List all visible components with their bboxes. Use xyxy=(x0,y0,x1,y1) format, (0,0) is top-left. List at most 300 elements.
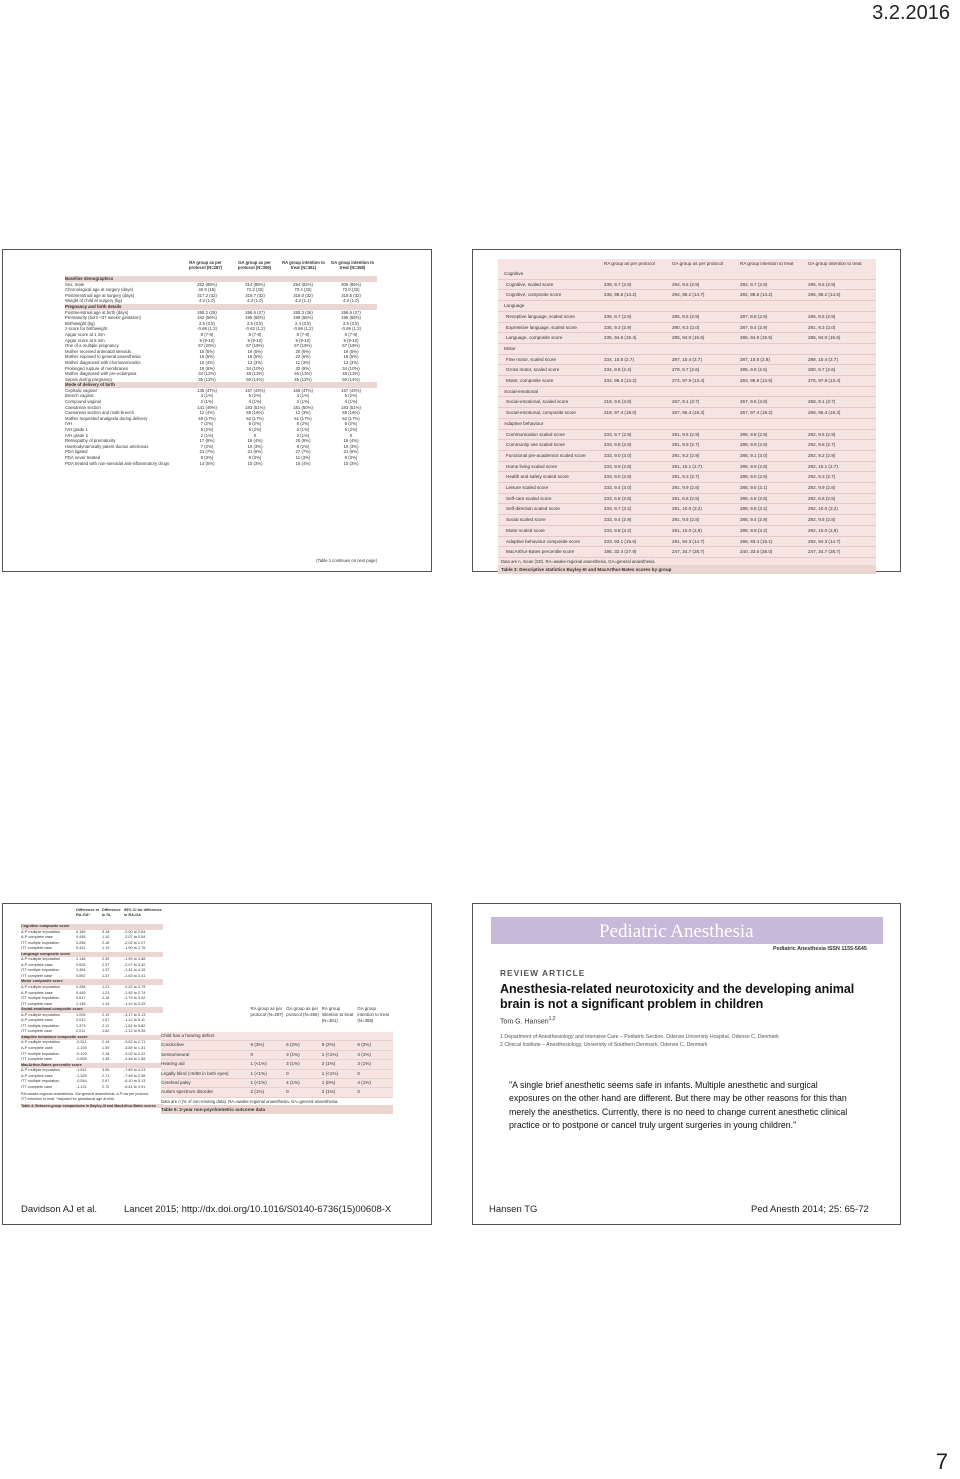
table-cell: 6 (2%) xyxy=(344,421,358,427)
table-cell: 67 (19%) xyxy=(294,343,312,349)
row-label: A-P multiple imputation xyxy=(21,1040,60,1045)
row-label: IVH grade 1 xyxy=(65,427,88,433)
section-row xyxy=(498,301,876,312)
table-row xyxy=(498,494,876,505)
table-cell: 40.9 (15) xyxy=(198,287,216,293)
table-cell: 67 (19%) xyxy=(246,343,264,349)
table-cell: 12 (3%) xyxy=(247,359,263,365)
row-label: A-P complete case xyxy=(21,990,53,995)
table-cell: 2.4 (0.8) xyxy=(294,320,311,326)
table-cell xyxy=(322,1032,358,1040)
row-label: Social-emotional composite score xyxy=(21,1007,83,1012)
table-cell: -3.17 to 5.13 xyxy=(124,1012,146,1017)
table-cell: 72.2 (32) xyxy=(246,287,264,293)
table-cell: -0.102 xyxy=(76,1051,87,1056)
table-cell: -2.00 to 2.64 xyxy=(124,929,146,934)
table-cell: 2.71 xyxy=(102,1073,110,1078)
row-label: Community use scaled score xyxy=(506,442,565,448)
table-cell: 247, 34.7 (28.7) xyxy=(672,549,705,555)
row-label: Adaptive behaviour composite score xyxy=(506,538,581,544)
table-cell: 314 (88%) xyxy=(245,281,265,287)
table-cell: 291, 10.0 (3.2) xyxy=(672,506,702,512)
table-row xyxy=(498,537,876,548)
table-cell: 19 (5%) xyxy=(343,348,359,354)
table-cell: 288, 9.8 (2.9) xyxy=(740,431,768,437)
table-cell: 1.373 xyxy=(76,1023,86,1028)
table-cell xyxy=(357,1032,393,1040)
table-cell: 288, 10.4 (2.7) xyxy=(808,356,838,362)
table-row xyxy=(498,430,876,441)
table-cell: 9 (3%) xyxy=(250,1042,265,1048)
table-cell: 195, 32.4 (27.9) xyxy=(604,549,637,555)
table-cell: 10 (3%) xyxy=(247,443,263,449)
table-cell: 292, 10.0 (3.2) xyxy=(808,506,838,512)
row-label: Mother requested analgesia during delivery xyxy=(65,415,148,421)
table-cell: 169 (47%) xyxy=(293,387,313,393)
table-cell: -1.92 to 2.74 xyxy=(124,990,146,995)
table-cell: 2.5 (0.8) xyxy=(198,320,215,326)
table-cell: 0.449 xyxy=(76,990,86,995)
table-cell: 235, 9.3 (2.9) xyxy=(604,324,632,330)
table-cell: 58 (16%) xyxy=(342,410,360,416)
table-cell: 233, 9.9 (2.8) xyxy=(604,463,632,469)
section-row xyxy=(498,419,876,430)
table-cell: 9 (9-10) xyxy=(247,337,263,343)
table-cell: 291, 10.1 (2.7) xyxy=(672,463,702,469)
row-label: ITT multiple imputation xyxy=(21,996,60,1001)
table-cell: -1.12 to 5.26 xyxy=(124,1029,146,1034)
row-label: ITT complete case xyxy=(21,946,53,951)
table-cell: 294 (82%) xyxy=(293,281,313,287)
table-cell: 234, 8.8 (2.4) xyxy=(604,367,632,373)
table-cell: 288, 6.8 (2.6) xyxy=(740,495,768,501)
table-cell: 291, 94.3 (14.7) xyxy=(672,538,705,544)
table-cell xyxy=(602,301,670,311)
table-cell: 252 (88%) xyxy=(197,281,217,287)
row-label: Weight of child at surgery (kg) xyxy=(65,298,122,304)
table-cell: 283, 98.9 (13.5) xyxy=(740,378,773,384)
row-label: Mother exposed to general anaesthesia xyxy=(65,354,141,360)
table-cell: 3 (1%) xyxy=(357,1061,371,1067)
table-cell xyxy=(806,269,874,279)
table-cell xyxy=(738,344,806,354)
table-cell: 2.18 xyxy=(102,940,110,945)
row-label: ITT complete case xyxy=(21,1001,53,1006)
citation-reference: Ped Anesth 2014; 25: 65-72 xyxy=(751,1204,869,1215)
table-cell: 285, 8.9 (2.5) xyxy=(740,367,768,373)
table-cell: 4 (1%) xyxy=(286,1080,300,1086)
table-row xyxy=(498,397,876,408)
table-cell: 306 (86%) xyxy=(341,281,361,287)
table-cell: 50 (14%) xyxy=(246,376,264,382)
table-cell: 8 (7-9) xyxy=(248,331,262,337)
table-cell: 12 (3%) xyxy=(295,410,311,416)
table-cell: 291, 9.9 (2.7) xyxy=(672,442,700,448)
affiliations xyxy=(500,1033,779,1049)
table-cell xyxy=(738,419,806,429)
table-cell: 8 (7-9) xyxy=(344,331,358,337)
table-cell: -0.68 (1.3) xyxy=(197,326,217,332)
table-cell: -3.02 to 2.22 xyxy=(124,1051,146,1056)
row-label: Breech vaginal xyxy=(65,393,94,399)
table-cell: 291, 9.5 (2.8) xyxy=(672,517,700,523)
table-cell: 291, 6.6 (2.5) xyxy=(672,495,700,501)
table-cell: 2.14 xyxy=(102,1040,110,1045)
table-cell: 292, 10.0 (2.9) xyxy=(808,527,838,533)
table-cell: 62 (17%) xyxy=(246,415,264,421)
table-cell: 2 (1%) xyxy=(296,432,310,438)
non-psychometric-table xyxy=(161,1006,393,1146)
row-label: Cognitive, composite score xyxy=(506,292,562,298)
table-row xyxy=(498,365,876,376)
row-label: Fine motor, scaled score xyxy=(506,356,557,362)
table-cell: 292, 9.7 (2.8) xyxy=(740,281,768,287)
row-label: Social-emotional xyxy=(504,388,538,394)
table-cell: 1.38 xyxy=(102,1057,110,1062)
row-label: ITT complete case xyxy=(21,973,53,978)
table-cell: 0.892 xyxy=(76,973,86,978)
table-row xyxy=(161,1088,393,1097)
table-cell: -1.611 xyxy=(76,1068,87,1073)
column-header: GA group intention to treat (N=358) xyxy=(330,260,375,270)
table-cell: 18 (5%) xyxy=(247,354,263,360)
table-row xyxy=(161,1051,393,1060)
row-label: Mother received antenatal steroids xyxy=(65,348,131,354)
row-label: z-score for birthweight xyxy=(65,326,108,332)
table-cell: 1 (<1%) xyxy=(321,1051,338,1057)
column-header: 95% CI for difference in RA-GA xyxy=(124,908,162,917)
row-label: IVH xyxy=(65,421,73,427)
row-label: Expressive language, scaled score xyxy=(506,324,577,330)
row-label: Sensorineural xyxy=(161,1051,190,1057)
table-row xyxy=(498,515,876,526)
table-cell: 1 (<1%) xyxy=(250,1061,267,1067)
column-header: GA group as per protocol (N=356) xyxy=(237,260,272,270)
row-label: Cognitive, scaled score xyxy=(506,281,554,287)
table-cell: 233, 9.4 (2.9) xyxy=(604,517,632,523)
table-cell: 266.6 (27) xyxy=(245,309,265,315)
table-cell: 62 (17%) xyxy=(342,415,360,421)
table-cell: 292, 98.6 (14.2) xyxy=(740,292,773,298)
table-cell: 292, 10.1 (2.7) xyxy=(808,463,838,469)
table-row xyxy=(21,1085,163,1091)
table-cell: 233, 9.8 (3.2) xyxy=(604,527,632,533)
table-cell: 67 (19%) xyxy=(342,343,360,349)
table-cell: 1.23 xyxy=(102,990,110,995)
table-cell: 319.7 (32) xyxy=(245,292,265,298)
row-label: Conductive xyxy=(161,1042,184,1048)
table-cell: 294, 9.6 (2.9) xyxy=(672,281,700,287)
row-label: A-P complete case xyxy=(21,962,53,967)
row-label: A-P complete case xyxy=(21,1018,53,1023)
table-cell xyxy=(602,387,670,397)
table-cell: 291, 10.0 (2.9) xyxy=(672,527,702,533)
table-cell: 9 (9-10) xyxy=(199,337,215,343)
table-cell: 45 (12%) xyxy=(294,376,312,382)
table-cell: 3 (1%) xyxy=(286,1061,300,1067)
table-cell: 57 (20%) xyxy=(198,343,216,349)
table-cell: 292, 9.2 (2.9) xyxy=(808,452,836,458)
table-header xyxy=(161,1006,393,1032)
column-header: GA group as per protocol (N=356) xyxy=(286,1006,319,1017)
table-cell: 17 (6%) xyxy=(199,438,215,444)
table-cell: 7 (2%) xyxy=(200,421,214,427)
table-row xyxy=(498,504,876,515)
table-cell: 18 (5%) xyxy=(343,354,359,360)
table-row xyxy=(498,408,876,419)
table-row xyxy=(498,440,876,451)
table-cell: -1.90 to 2.76 xyxy=(124,946,146,951)
table-cell: 16 (4%) xyxy=(343,438,359,444)
column-header: RA group as per protocol xyxy=(604,261,655,266)
table-cell: 218, 97.4 (19.0) xyxy=(604,410,637,416)
table-cell: -1.121 xyxy=(76,1084,87,1089)
row-label: ITT complete case xyxy=(21,1029,53,1034)
table-cell: 1.10 xyxy=(102,935,110,940)
table-cell: 4 (1%) xyxy=(200,393,214,399)
table-cell: 294, 98.2 (14.7) xyxy=(672,292,705,298)
row-label: Cerebral palsy xyxy=(161,1080,191,1086)
table-cell: 70.4 (32) xyxy=(294,287,312,293)
journal-issn: Pediatric Anesthesia ISSN 1155-5645 xyxy=(773,946,867,952)
table-cell: 2.97 xyxy=(102,1079,110,1084)
table-cell: -0.69 (1.3) xyxy=(341,326,361,332)
table-cell: 291, 9.6 (2.9) xyxy=(672,431,700,437)
table-cell: 233, 6.8 (2.6) xyxy=(604,495,632,501)
slide-table-1 xyxy=(2,249,432,572)
slide-table-4-5 xyxy=(2,903,432,1225)
row-label: Home living scaled score xyxy=(506,463,558,469)
table-cell xyxy=(670,269,738,279)
table-cell: 18 (6%) xyxy=(199,365,215,371)
table-cell: 0 xyxy=(349,432,353,438)
section-row xyxy=(498,344,876,355)
row-label: Motor, composite score xyxy=(506,378,554,384)
row-label: Self-direction scaled score xyxy=(506,506,560,512)
table-cell: 22 (6%) xyxy=(295,354,311,360)
table-cell: 292, 9.6 (2.9) xyxy=(808,431,836,437)
table-row xyxy=(161,1041,393,1050)
column-header: RA group as per protocol (N=287) xyxy=(188,260,223,270)
table-cell: 2.18 xyxy=(102,1051,110,1056)
table-cell: 288, 9.9 (3.2) xyxy=(740,527,768,533)
table-cell: 233, 9.4 (3.0) xyxy=(604,485,632,491)
table-cell xyxy=(738,387,806,397)
table-cell: 287, 8.8 (2.9) xyxy=(740,313,768,319)
table-cell: 233, 9.0 (3.0) xyxy=(604,452,632,458)
table-cell: 10 (4%) xyxy=(199,359,215,365)
row-label: A-P multiple imputation xyxy=(21,985,60,990)
table-cell: 4 (1%) xyxy=(248,399,262,405)
table-cell: 288, 9.8 (3.2) xyxy=(740,506,768,512)
table-cell: 48 (17%) xyxy=(198,415,216,421)
table-cell: 0.256 xyxy=(76,940,86,945)
row-label: Motor scaled score xyxy=(506,527,545,533)
table-cell: 198 (55%) xyxy=(293,315,313,321)
table-cell: 61 (17%) xyxy=(294,415,312,421)
between-group-table xyxy=(21,908,163,1202)
table-row xyxy=(498,547,876,558)
table-cell xyxy=(251,1032,287,1040)
table-cell: 285, 8.6 (2.9) xyxy=(672,313,700,319)
table-cell: -1.12 to 5.11 xyxy=(124,1018,146,1023)
table-cell: 318.0 (32) xyxy=(293,292,313,298)
row-label: Mother diagnosed with pre-eclampsia xyxy=(65,371,137,377)
slide-table-3 xyxy=(472,249,901,572)
table-cell: 233, 9.0 (2.8) xyxy=(604,474,632,480)
slide-hansen-review xyxy=(472,903,901,1225)
table-cell: 21 (6%) xyxy=(343,449,359,455)
table-caption: Table 3: Descriptive statistics Bayley-III and MacArthur-Bates scores by group xyxy=(498,565,876,574)
table-cell: 50 (14%) xyxy=(342,376,360,382)
column-header: Difference in RA-GA* xyxy=(76,908,99,917)
table-cell: 9 (3%) xyxy=(200,455,214,460)
table-cell: 11 (3%) xyxy=(295,455,311,460)
table-cell: 9 (2%) xyxy=(321,1042,336,1048)
citation-reference: Lancet 2015; http://dx.doi.org/10.1016/S0140-6736(15)00608-X xyxy=(124,1204,392,1215)
table-cell: 2.37 xyxy=(102,962,110,967)
table-cell: 238, 9.7 (2.8) xyxy=(604,281,632,287)
baseline-table xyxy=(65,260,377,566)
row-label: ITT complete case xyxy=(21,1057,53,1062)
table-cell: 11 (3%) xyxy=(295,359,311,365)
table-cell: 268, 95.4 (18.3) xyxy=(808,410,841,416)
table-footer: (Table 1 continues on next page) xyxy=(316,558,377,564)
row-label: Caesarean section and multi-breech xyxy=(65,410,135,416)
table-cell: 4.3 (1.0) xyxy=(342,298,359,304)
table-cell: 48 (13%) xyxy=(246,371,264,377)
row-label: MacArthur-Bates percentile score xyxy=(21,1062,82,1067)
section-row xyxy=(498,269,876,280)
table-cell: 21 (6%) xyxy=(247,449,263,455)
table-cell: 19 (5%) xyxy=(247,348,263,354)
table-cell: 233, 9.8 (2.8) xyxy=(604,442,632,448)
table-cell: 275, 97.8 (13.4) xyxy=(808,378,841,384)
table-cell: 4 (1%) xyxy=(344,399,358,405)
row-label: ITT multiple imputation xyxy=(21,1079,60,1084)
row-label: Caesarean section xyxy=(65,404,101,410)
table-cell: 292, 94.3 (14.7) xyxy=(808,538,841,544)
table-cell: 286, 94.0 (15.6) xyxy=(808,335,841,341)
table-cell: 1.14 xyxy=(102,1001,110,1006)
table-cell: -6.10 to 5.13 xyxy=(124,1079,146,1084)
table-cell xyxy=(738,269,806,279)
table-row xyxy=(498,376,876,387)
article-title: Anesthesia-related neurotoxicity and the developing animal brain is not a significant problem in children xyxy=(500,982,855,1011)
table-cell: 287, 10.6 (2.8) xyxy=(740,356,770,362)
table-cell: 1 (<1%) xyxy=(321,1070,338,1076)
table-cell: 240, 33.6 (28.0) xyxy=(740,549,773,555)
table-row xyxy=(498,472,876,483)
table-cell: 12 (3%) xyxy=(343,359,359,365)
table-cell: 46 (13%) xyxy=(294,371,312,377)
table-row xyxy=(65,461,377,467)
row-label: Haemodynamically patent ductus arteriosus xyxy=(65,443,149,449)
table-cell: 1.62 xyxy=(102,1029,110,1034)
table-cell: 288, 9.5 (3.1) xyxy=(740,485,768,491)
table-note: Data are n, mean (SD). RA=awake-regional anaesthesia. GA=general anaesthesia. xyxy=(501,558,656,564)
table-cell: 15 (5%) xyxy=(199,348,215,354)
table-cell: 2.72 xyxy=(102,1084,110,1089)
row-label: ITT multiple imputation xyxy=(21,1051,60,1056)
table-cell: 266.6 (27) xyxy=(341,309,361,315)
table-cell: -6.41 to 4.91 xyxy=(124,1084,146,1089)
journal-title: Pediatric Anesthesia xyxy=(599,921,754,942)
column-header xyxy=(498,260,604,269)
section-row xyxy=(498,387,876,398)
table-cell: 2 (1%) xyxy=(321,1061,336,1067)
table-row xyxy=(498,462,876,473)
table-cell: -3.52 to 2.71 xyxy=(124,1040,146,1045)
table-cell: 1.19 xyxy=(102,946,110,951)
table-cell: 0 xyxy=(286,1089,289,1095)
row-label: ITT multiple imputation xyxy=(21,1023,60,1028)
table-cell xyxy=(670,419,738,429)
table-cell: 195 (55%) xyxy=(245,315,265,321)
row-label: Cognitive composite score xyxy=(21,924,76,930)
row-label: Adaptive behaviour composite score xyxy=(21,1034,88,1039)
table-cell: 4 (1%) xyxy=(296,393,310,399)
table-cell xyxy=(806,344,874,354)
row-label: A-P complete case xyxy=(21,935,53,940)
table-cell: 0.617 xyxy=(76,996,86,1001)
table-cell: 292, 9.8 (2.7) xyxy=(808,442,836,448)
row-label: Mother diagnosed with chorioamnionitis xyxy=(65,359,141,365)
table-cell: 35 (12%) xyxy=(198,376,216,382)
row-label: Gross motor, scaled score xyxy=(506,367,560,373)
table-cell: 2.012 xyxy=(76,1018,86,1023)
table-cell: 2.11 xyxy=(102,1023,110,1028)
page-number: 7 xyxy=(935,1449,948,1474)
table-cell: -2.07 to 3.32 xyxy=(124,962,146,967)
table-cell: -1.193 xyxy=(76,1046,87,1051)
row-label: PDA ligated xyxy=(65,449,88,455)
table-cell xyxy=(670,387,738,397)
table-cell: 16 (4%) xyxy=(295,460,311,466)
table-cell: 6 (2%) xyxy=(248,421,262,427)
row-label: Apgar score at 1 min xyxy=(65,331,105,337)
table-cell: 236, 8.7 (2.9) xyxy=(604,313,632,319)
table-cell: 1.37 xyxy=(102,973,110,978)
affiliation-1: 1 Department of Anesthesiology and Intensive Care – Pediatric Section, Odense University Hospital, Odense C, Denmark xyxy=(500,1034,779,1040)
column-header: RA group intention to treat xyxy=(740,261,794,266)
table-cell: 291, 9.3 (3.0) xyxy=(808,324,836,330)
table-cell: 295, 98.2 (14.6) xyxy=(808,292,841,298)
row-label: A-P complete case xyxy=(21,1046,53,1051)
table-cell: 235, 94.6 (15.4) xyxy=(604,335,637,341)
table-cell xyxy=(602,419,670,429)
table-cell: 234, 10.5 (2.7) xyxy=(604,356,634,362)
table-cell: 3 (1%) xyxy=(357,1051,371,1057)
column-header: RA group intention to treat (N=361) xyxy=(282,260,325,270)
table-cell: 10 (3%) xyxy=(343,460,359,466)
table-cell xyxy=(602,269,670,279)
row-label: Motor composite score xyxy=(21,979,76,985)
table-cell: 4.3 (1.0) xyxy=(246,298,263,304)
table-cell: 183 (51%) xyxy=(341,404,361,410)
column-header: GA group intention to treat (N=358) xyxy=(357,1006,389,1023)
table-cell xyxy=(670,344,738,354)
table-cell: 1.005 xyxy=(76,1012,86,1017)
table-cell: 1.39 xyxy=(102,1046,110,1051)
row-label: A-P multiple imputation xyxy=(21,957,60,962)
table-cell xyxy=(806,387,874,397)
row-label: Legally blind (<6/60 in both eyes) xyxy=(161,1070,229,1076)
table-row xyxy=(498,333,876,344)
table-row xyxy=(498,290,876,301)
table-cell: 238, 98.6 (14.2) xyxy=(604,292,637,298)
table-row xyxy=(498,280,876,291)
